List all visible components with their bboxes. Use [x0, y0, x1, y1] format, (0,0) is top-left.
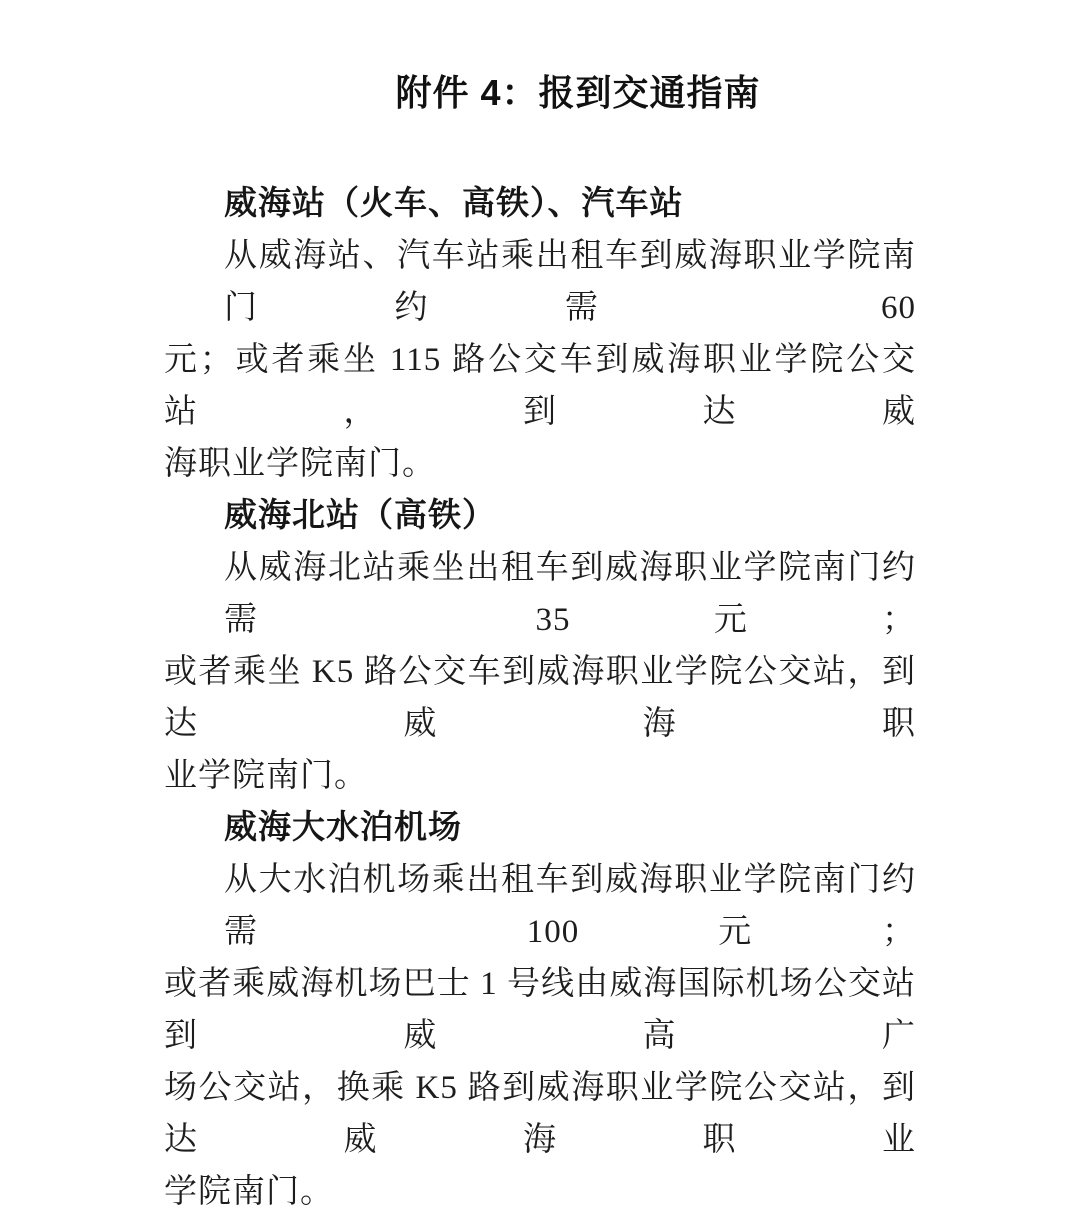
- paragraph-line: 元；或者乘坐 115 路公交车到威海职业学院公交站，到达威: [164, 342, 916, 430]
- paragraph-line: 场公交站，换乘 K5 路到威海职业学院公交站，到达威海职业: [164, 1070, 916, 1158]
- section-weihai-station: [164, 178, 916, 490]
- paragraph-line: 从威海北站乘坐出租车到威海职业学院南门约需 35 元；: [224, 550, 916, 638]
- paragraph-line: 从威海站、汽车站乘出租车到威海职业学院南门约需 60: [224, 238, 916, 326]
- paragraph-line: 从大水泊机场乘出租车到威海职业学院南门约需 100 元；: [224, 862, 916, 950]
- section-dashuibo-airport: [164, 802, 916, 1218]
- paragraph-line: 或者乘威海机场巴士 1 号线由威海国际机场公交站到威高广: [164, 966, 916, 1054]
- section-heading-weihai-station: 威海站（火车、高铁）、汽车站: [224, 186, 684, 222]
- paragraph-line: 海职业学院南门。: [164, 446, 436, 482]
- paragraph-line: 学院南门。: [164, 1174, 334, 1210]
- paragraph-line: 业学院南门。: [164, 758, 368, 794]
- section-weihai-north-station: [164, 490, 916, 802]
- paragraph-line: 或者乘坐 K5 路公交车到威海职业学院公交站，到达威海职: [164, 654, 916, 742]
- document-title: 附件 4：报到交通指南: [395, 72, 761, 113]
- section-heading-weihai-north-station: 威海北站（高铁）: [224, 498, 496, 534]
- document-body: [164, 70, 916, 1218]
- section-heading-dashuibo-airport: 威海大水泊机场: [224, 810, 462, 846]
